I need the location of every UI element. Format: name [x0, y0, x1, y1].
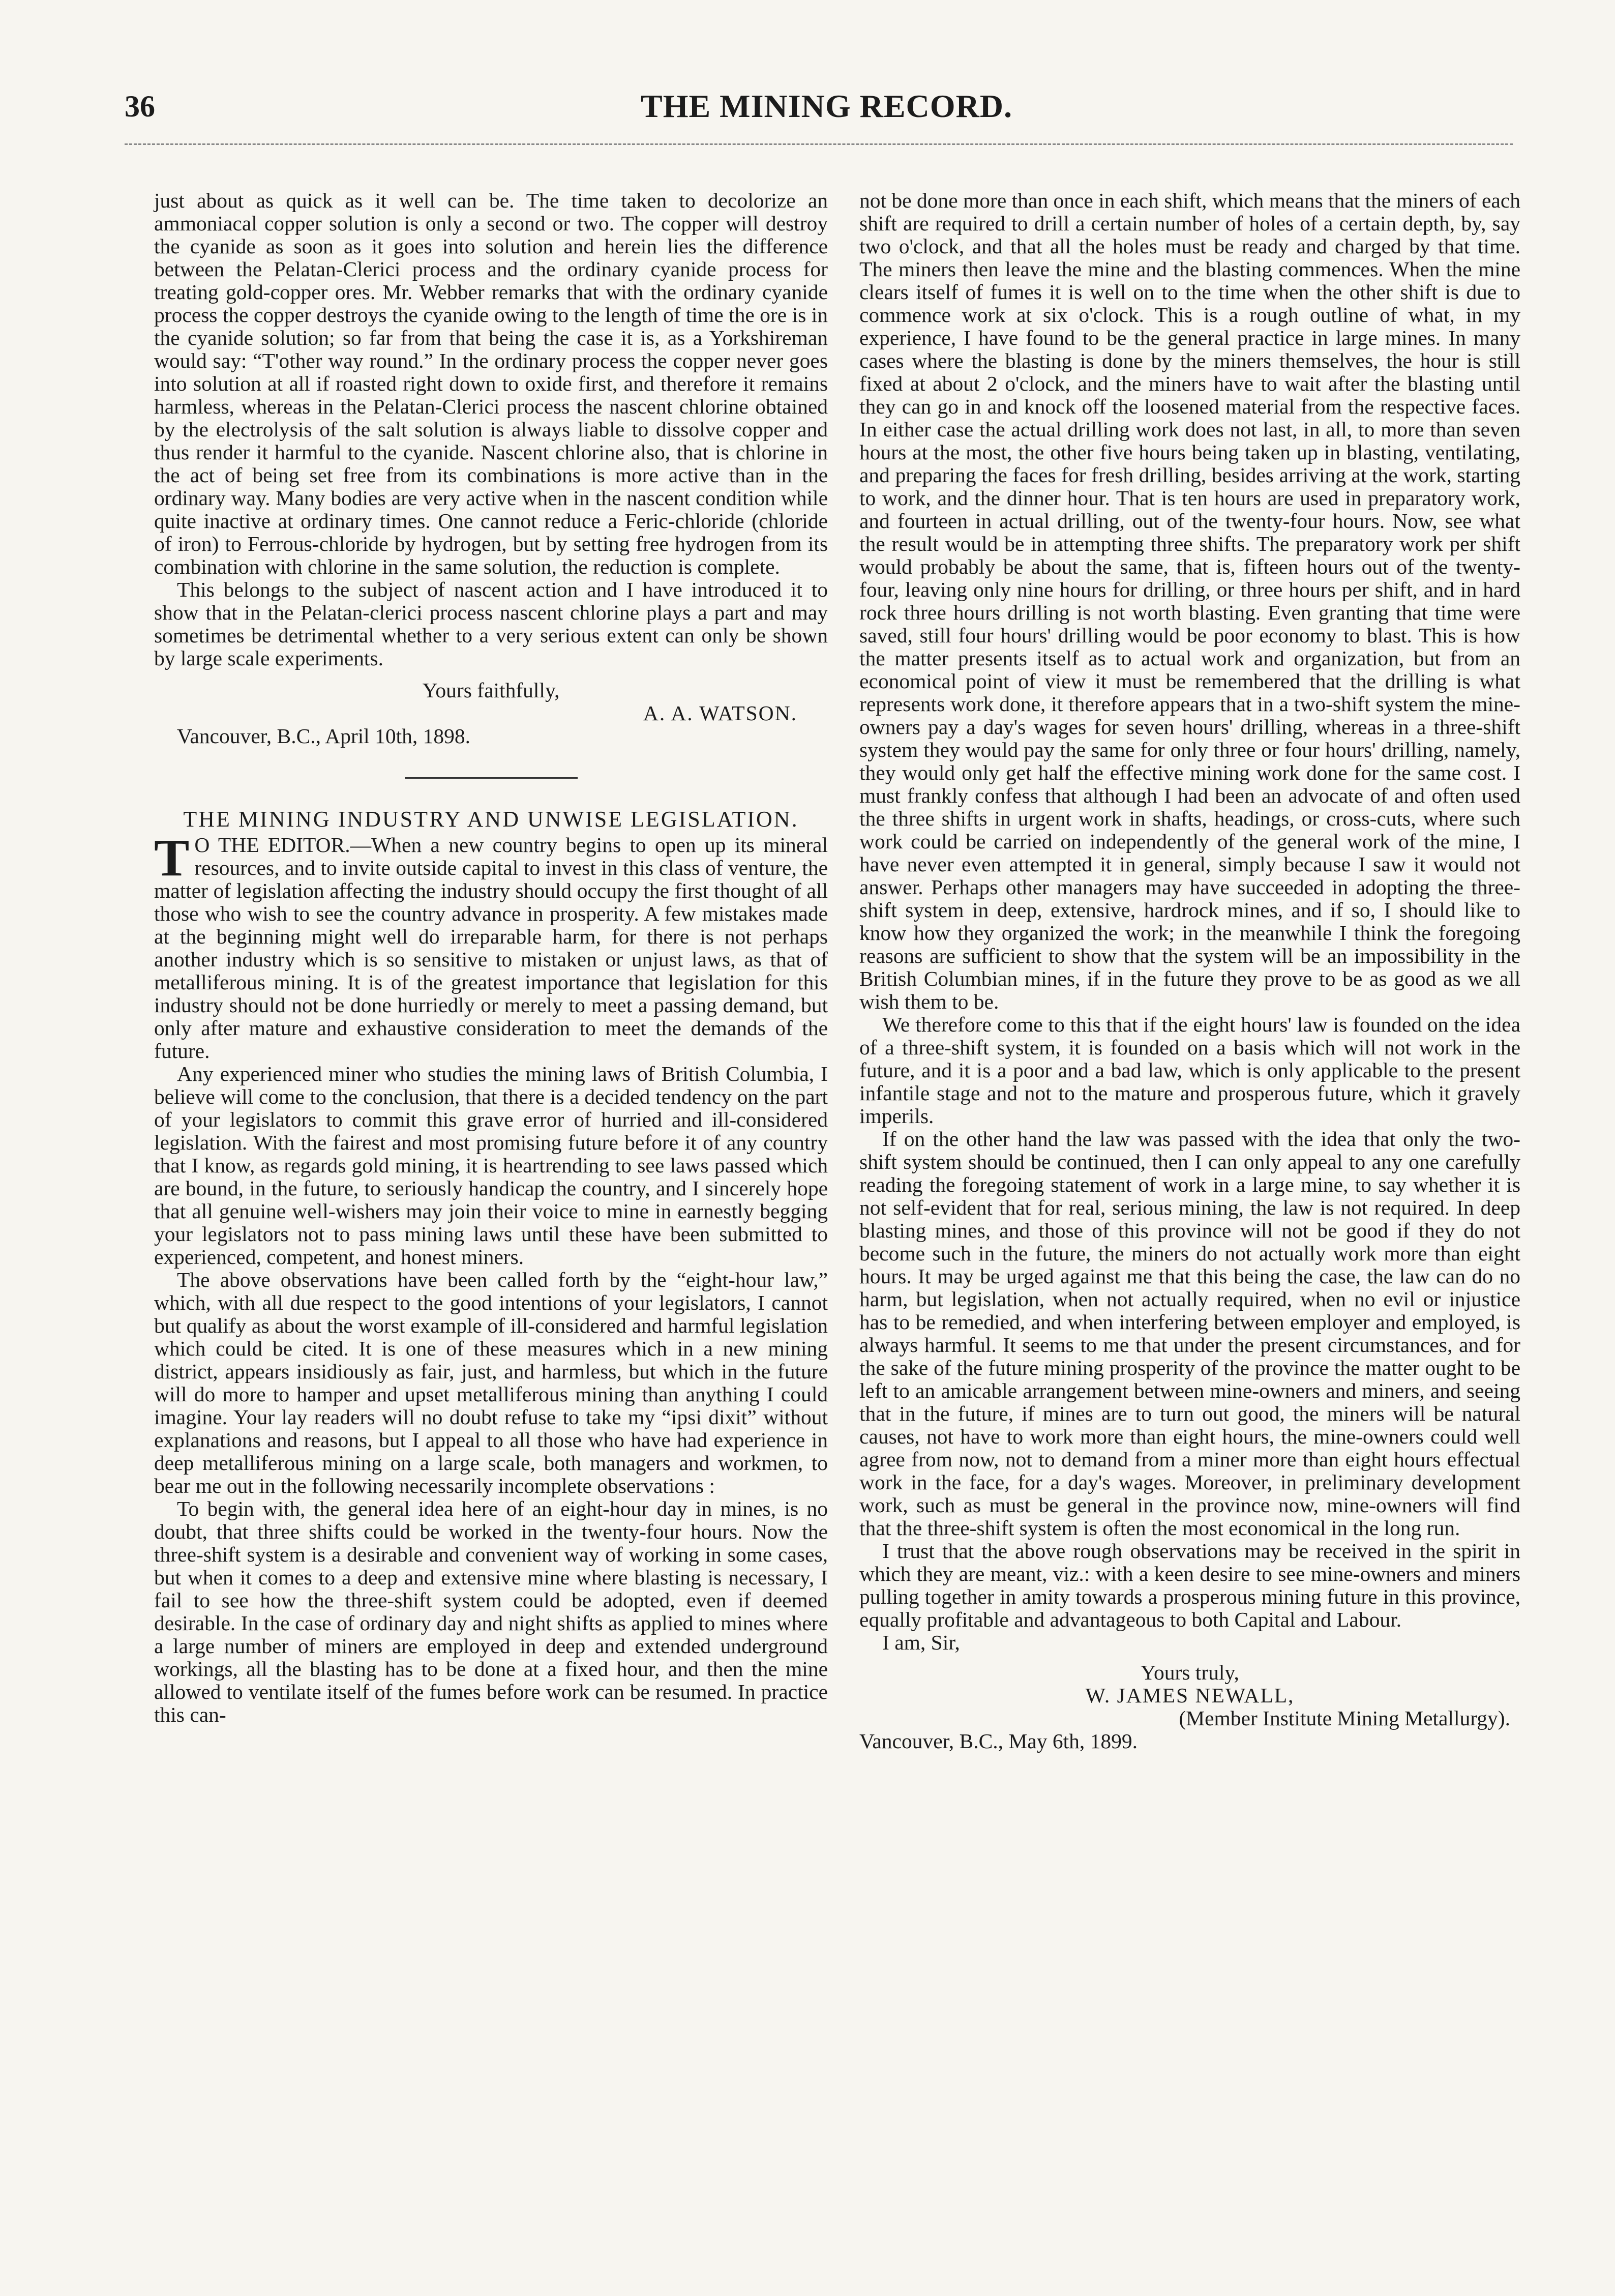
signature: W. JAMES NEWALL, [1085, 1684, 1295, 1707]
article-paragraph-4: To begin with, the general idea here of an eight-hour day in mines, is no doubt, that three shifts could be worked in the twenty-four hours. Now the three-shift system is a desirable and convenient way of working in some cases, but when it comes to a deep and extensive mine where blasting is necessary, I fail to see how the three-shift system could be adopted, even if deemed desirable. In the case of ordinary day and night shifts as applied to mines where a large number of miners are employed in deep and extended underground workings, all the blasting has to be done at a fixed hour, and then the mine allowed to ventilate itself of the fumes before work can be resumed. In practice this can- [154, 1497, 828, 1726]
article-paragraph-6: We therefore come to this that if the eight hours' law is founded on the idea of a three-shift system, it is founded on a basis which will not work in the future, and it is a poor and a bad law, which is only applicable to the present infantile stage and not to the mature and prosperous future, which it gravely imperils. [859, 1013, 1520, 1128]
article-paragraph-8: I trust that the above rough observations may be received in the spirit in which they are meant, viz.: with a keen desire to see mine-owners and miners pulling together in amity towards a prosperous mining future in this province, equally profitable and advantageous to both Capital and Labour. [859, 1539, 1520, 1631]
page-number: 36 [125, 90, 155, 123]
drop-cap: T [154, 829, 190, 887]
closing: Yours truly, [1141, 1661, 1239, 1684]
letter1-place-date: Vancouver, B.C., April 10th, 1898. [177, 724, 470, 748]
article-headline: THE MINING INDUSTRY AND UNWISE LEGISLATION. [183, 807, 799, 832]
letter1-paragraph-1: just about as quick as it well can be. The time taken to decolorize an ammoniacal copper solution is only a second or two. The copper will destroy the cyanide as soon as it goes into solution and herein lies the difference between the Pelatan-Clerici process and the ordinary cyanide process for treating gold-copper ores. Mr. Webber remarks that with the ordinary cyanide process the copper destroys the cyanide owing to the length of time the ore is in the cyanide solution; so far from that being the case it is, as a Yorkshireman would say: “T'other way round.” In the ordinary process the copper never goes into solution at all if roasted right down to oxide first, and therefore it remains harmless, whereas in the Pelatan-Clerici process the nascent chlorine obtained by the electrolysis of the salt solution is always liable to dissolve copper and thus render it harmful to the cyanide. Nascent chlorine also, that is chlorine in the act of being set free from its combinations is more active than in the ordinary way. Many bodies are very active when in the nascent condition while quite inactive at ordinary times. One cannot reduce a Feric-chloride (chloride of iron) to Ferrous-chloride by hydrogen, but by setting free hydrogen from its combination with chlorine in the same solution, the reduction is complete. [154, 189, 828, 578]
article-paragraph-1 [154, 829, 828, 1063]
header-rule [125, 143, 1513, 145]
article-paragraph-2: Any experienced miner who studies the mining laws of British Columbia, I believe will come to the conclusion, that there is a decided tendency on the part of your legislators to commit this grave error of hurried and ill-considered legislation. With the fairest and most promising future before it of any country that I know, as regards gold mining, it is heartrending to see laws passed which are bound, in the future, to seriously handicap the country, and I sincerely hope that all genuine well-wishers may join their voice to mine in earnestly begging your legislators not to pass mining laws until these have been submitted to experienced, competent, and honest miners. [154, 1062, 828, 1269]
page-title: THE MINING RECORD. [641, 88, 1012, 124]
right-column [859, 189, 1520, 1753]
salutation: I am, Sir, [882, 1631, 960, 1654]
letter1-signature: A. A. WATSON. [643, 701, 797, 725]
letter1-paragraph-2: This belongs to the subject of nascent action and I have introduced it to show that in the Pelatan-clerici process nascent chlorine plays a part and may sometimes be detrimental whether to a very serious extent can only be shown by large scale experiments. [154, 578, 828, 670]
article-paragraph-5: not be done more than once in each shift, which means that the miners of each shift are required to drill a certain number of holes of a certain depth, by, say two o'clock, and that all the holes must be ready and charged by that time. The miners then leave the mine and the blasting commences. When the mine clears itself of fumes it is well on to the time when the other shift is due to commence work at six o'clock. This is a rough outline of what, in my experience, I have found to be the general practice in large mines. In many cases where the blasting is done by the miners themselves, the hour is still fixed at about 2 o'clock, and the miners have to wait after the blasting until they can go in and knock off the loosened material from the respective faces. In either case the actual drilling work does not last, in all, to more than seven hours at the most, the other five hours being taken up in blasting, ventilating, and preparing the faces for fresh drilling, besides arriving at the work, starting to work, and the dinner hour. That is ten hours are used in preparatory work, and fourteen in actual drilling, out of the twenty-four hours. Now, see what the result would be in attempting three shifts. The preparatory work per shift would probably be about the same, that is, fifteen hours out of the twenty-four, leaving only nine hours for drilling, or three hours per shift, and in hard rock three hours drilling is not worth blasting. Even granting that time were saved, still four hours' drilling would be poor economy to blast. This is how the matter presents itself as to actual work and organization, but from an economical point of view it must be remembered that the drilling is what represents work done, it therefore appears that in a two-shift system the mine-owners pay a day's wages for seven hours' drilling, whereas in a three-shift system they would pay the same for only three or four hours' drilling, namely, they would only get half the effective mining work done for the same cost. I must frankly confess that although I had been an advocate of and often used the three shifts in urgent work in shafts, headings, or cross-cuts, where such work could be carried on independently of the general work of the mine, I have never even attempted it in general, simply because I saw it would not answer. Perhaps other managers may have succeeded in adopting the three-shift system in deep, extensive, hardrock mines, and if so, I should like to know how they organized the work; in the meanwhile I think the foregoing reasons are sufficient to show that the system will be an impossibility in the British Columbian mines, if in the future they prove to be as good as we all wish them to be. [859, 189, 1520, 1013]
left-column [154, 189, 828, 1726]
affiliation: (Member Institute Mining Metallurgy). [1179, 1706, 1510, 1730]
article-paragraph-1-text: O THE EDITOR.—When a new country begins to open up its mineral resources, and to invite outside capital to invest in this class of venture, the matter of legislation affecting the industry should occupy the first thought of all those who wish to see the country advance in prosperity. A few mistakes made at the beginning might well do irreparable harm, for there is not perhaps another industry which is so sensitive to mistaken or unjust laws, as that of metalliferous mining. It is of the greatest importance that legislation for this industry should not be done hurriedly or merely to meet a passing demand, but only after mature and exhaustive consideration to meet the demands of the future. [154, 833, 828, 1063]
article-paragraph-3: The above observations have been called forth by the “eight-hour law,” which, with all due respect to the good intentions of your legislators, I cannot but qualify as about the worst example of ill-considered and harmful legislation which could be cited. It is one of these measures which in a new mining district, appears insidiously as fair, just, and harmless, but which in the future will do more to hamper and upset metalliferous mining than anything I could imagine. Your lay readers will no doubt refuse to take my “ipsi dixit” without explanations and reasons, but I appeal to all those who have had experience in deep metalliferous mining on a large scale, both managers and workmen, to bear me out in the following necessarily incomplete observations : [154, 1268, 828, 1497]
letter1-closing: Yours faithfully, [422, 679, 560, 702]
place-date: Vancouver, B.C., May 6th, 1899. [859, 1729, 1138, 1753]
section-divider [405, 777, 578, 779]
article-paragraph-7: If on the other hand the law was passed with the idea that only the two-shift system should be continued, then I can only appeal to any one carefully reading the foregoing statement of work in a large mine, to say whether it is not self-evident that for real, serious mining, the law is not required. In deep blasting mines, and those of this province will not be good if they do not become such in the future, the miners do not actually work more than eight hours. It may be urged against me that this being the case, the law can do no harm, but legislation, when not actually required, when no evil or injustice has to be remedied, and when interfering between employer and employed, is always harmful. It seems to me that under the present circumstances, and for the sake of the future mining prosperity of the province the matter ought to be left to an amicable arrangement between mine-owners and miners, and seeing that in the future, if mines are to turn out good, the miners will be natural causes, not have to work more than eight hours, the mine-owners could well agree from now, not to demand from a miner more than eight hours effectual work in the face, for a day's wages. Moreover, in preliminary development work, such as must be general in the province now, mine-owners will find that the three-shift system is often the most economical in the long run. [859, 1127, 1520, 1540]
